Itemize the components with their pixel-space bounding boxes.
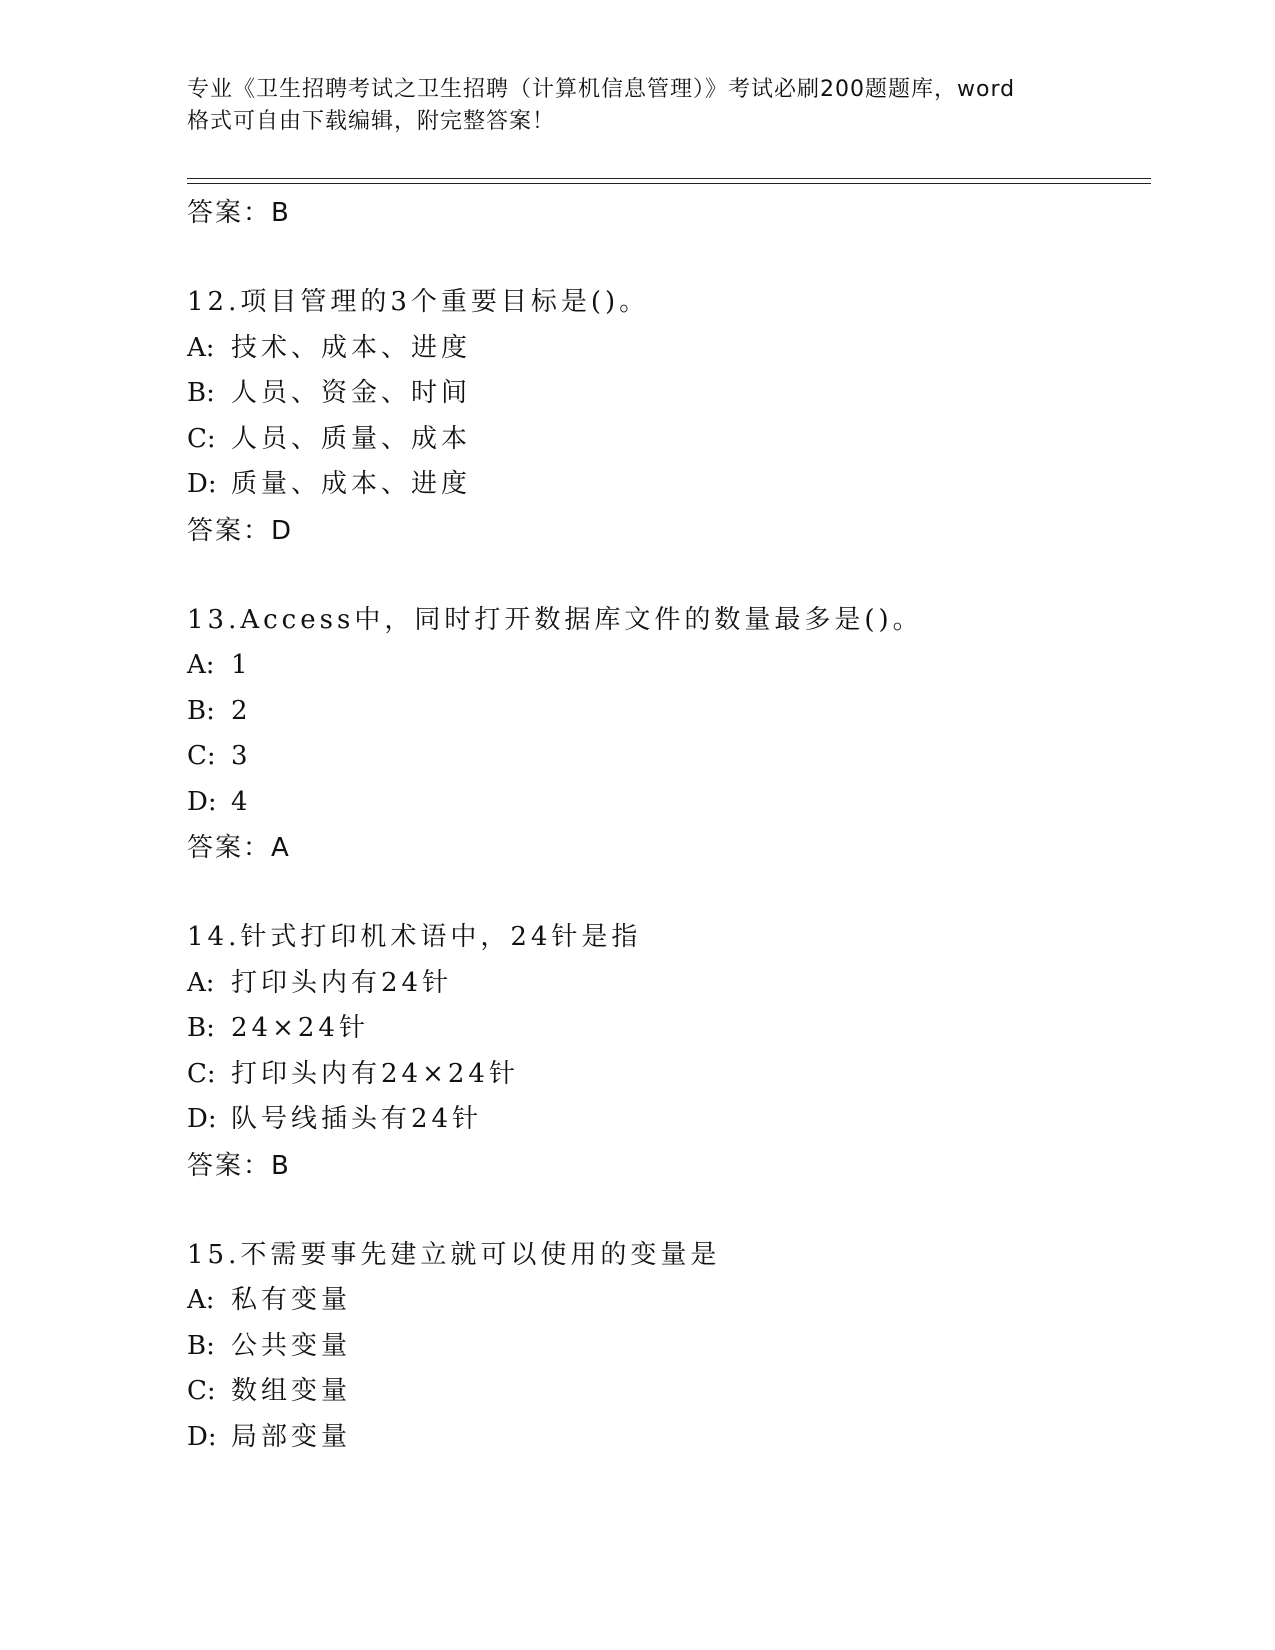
option-b bbox=[187, 689, 1147, 735]
question-block bbox=[187, 598, 1147, 872]
option-text: 质量、成本、进度 bbox=[231, 469, 472, 499]
option-c bbox=[187, 1052, 1147, 1098]
question-list bbox=[187, 190, 1147, 1460]
option-text: 3 bbox=[231, 741, 252, 771]
spacer bbox=[187, 871, 1147, 915]
question-stem: 15.不需要事先建立就可以使用的变量是 bbox=[187, 1239, 721, 1270]
option-d bbox=[187, 780, 1147, 826]
option-label: B: bbox=[187, 1330, 215, 1361]
option-label: D: bbox=[187, 786, 217, 817]
option-text: 私有变量 bbox=[231, 1285, 352, 1315]
document-header bbox=[187, 74, 1087, 138]
option-label: B: bbox=[187, 695, 215, 726]
answer-line: 答案：D bbox=[187, 515, 294, 546]
option-label: D: bbox=[187, 1104, 217, 1134]
option-text: 24×24针 bbox=[231, 1013, 369, 1043]
answer-line: 答案：B bbox=[187, 198, 291, 228]
option-b bbox=[187, 371, 1147, 417]
option-label: D: bbox=[187, 1421, 217, 1452]
option-text: 2 bbox=[231, 695, 252, 726]
option-label: C: bbox=[187, 1376, 216, 1406]
option-a bbox=[187, 643, 1147, 689]
option-label: A: bbox=[187, 332, 215, 363]
option-b bbox=[187, 1006, 1147, 1052]
option-label: B: bbox=[187, 1013, 215, 1043]
answer-line: 答案：B bbox=[187, 1150, 291, 1181]
answer-line: 答案：A bbox=[187, 833, 291, 863]
option-a bbox=[187, 326, 1147, 372]
option-a bbox=[187, 1278, 1147, 1324]
option-label: C: bbox=[187, 741, 216, 771]
question-block bbox=[187, 915, 1147, 1189]
option-text: 队号线插头有24针 bbox=[231, 1104, 483, 1134]
question-block bbox=[187, 1233, 1147, 1461]
option-text: 局部变量 bbox=[231, 1421, 352, 1452]
option-text: 数组变量 bbox=[231, 1376, 352, 1406]
option-label: D: bbox=[187, 469, 217, 499]
question-stem: 12.项目管理的3个重要目标是()。 bbox=[187, 287, 650, 317]
option-d bbox=[187, 462, 1147, 508]
header-line-2: 格式可自由下载编辑，附完整答案！ bbox=[187, 109, 556, 134]
option-text: 1 bbox=[231, 650, 252, 680]
option-a bbox=[187, 961, 1147, 1007]
option-label: C: bbox=[187, 423, 216, 454]
option-text: 技术、成本、进度 bbox=[231, 332, 472, 363]
option-text: 公共变量 bbox=[231, 1330, 352, 1361]
option-text: 人员、资金、时间 bbox=[231, 378, 472, 408]
spacer bbox=[187, 236, 1147, 280]
question-block bbox=[187, 280, 1147, 554]
header-line-1: 专业《卫生招聘考试之卫生招聘（计算机信息管理）》考试必刷200题题库，word bbox=[187, 77, 1016, 102]
option-c bbox=[187, 417, 1147, 463]
option-text: 打印头内有24针 bbox=[231, 967, 453, 998]
option-b bbox=[187, 1324, 1147, 1370]
option-c bbox=[187, 1369, 1147, 1415]
option-label: C: bbox=[187, 1058, 216, 1089]
question-stem: 14.针式打印机术语中，24针是指 bbox=[187, 922, 642, 952]
header-divider-bottom bbox=[187, 183, 1151, 184]
option-label: A: bbox=[187, 650, 215, 680]
option-label: B: bbox=[187, 378, 215, 408]
spacer bbox=[187, 1189, 1147, 1233]
option-text: 人员、质量、成本 bbox=[231, 423, 472, 454]
option-label: A: bbox=[187, 1285, 215, 1315]
option-text: 4 bbox=[231, 786, 252, 817]
option-d bbox=[187, 1097, 1147, 1143]
option-c bbox=[187, 734, 1147, 780]
spacer bbox=[187, 554, 1147, 598]
question-stem: 13.Access中，同时打开数据库文件的数量最多是()。 bbox=[187, 604, 923, 635]
option-label: A: bbox=[187, 967, 215, 998]
option-d bbox=[187, 1415, 1147, 1461]
header-divider-top bbox=[187, 178, 1151, 179]
option-text: 打印头内有24×24针 bbox=[231, 1058, 519, 1089]
